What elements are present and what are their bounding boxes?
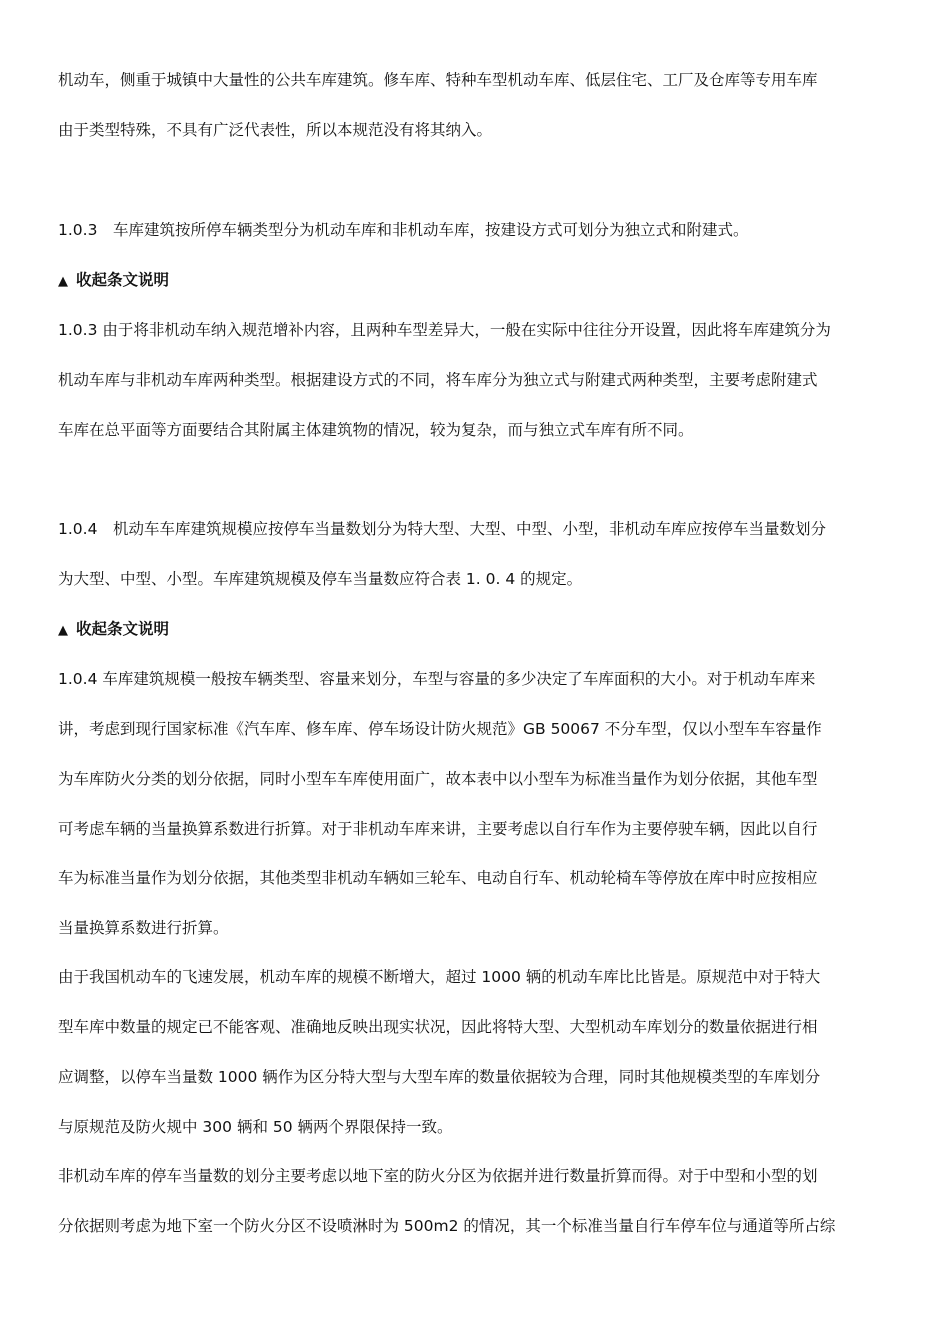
collapse-explanation-toggle-2[interactable] xyxy=(58,618,898,642)
explain-104-p1-line-4: 可考虑车辆的当量换算系数进行折算。对于非机动车库来讲，主要考虑以自行车作为主要停驶车辆，因此以自行 xyxy=(58,820,818,838)
triangle-up-icon: ▲ xyxy=(58,274,68,289)
explain-104-p2-line-3: 应调整，以停车当量数 1000 辆作为区分特大型与大型车库的数量依据较为合理，同时其他规模类型的车库划分 xyxy=(58,1068,821,1086)
collapse-label: 收起条文说明 xyxy=(76,271,170,289)
clause-1-0-4-line-1: 1.0.4 机动车车库建筑规模应按停车当量数划分为特大型、大型、中型、小型，非机动车库应按停车当量数划分 xyxy=(58,520,826,538)
collapse-label: 收起条文说明 xyxy=(76,620,170,638)
intro-line-1: 机动车，侧重于城镇中大量性的公共车库建筑。修车库、特种车型机动车库、低层住宅、工厂及仓库等专用车库 xyxy=(58,71,818,89)
explain-104-p1-line-2: 讲，考虑到现行国家标准《汽车库、修车库、停车场设计防火规范》GB 50067 不分车型，仅以小型车车容量作 xyxy=(58,720,822,738)
intro-line-2: 由于类型特殊，不具有广泛代表性，所以本规范没有将其纳入。 xyxy=(58,121,493,139)
explain-103-line-3: 车库在总平面等方面要结合其附属主体建筑物的情况，较为复杂，而与独立式车库有所不同。 xyxy=(58,421,694,439)
clause-1-0-4-line-2: 为大型、中型、小型。车库建筑规模及停车当量数应符合表 1. 0. 4 的规定。 xyxy=(58,570,583,588)
explain-104-p1-line-5: 车为标准当量作为划分依据，其他类型非机动车辆如三轮车、电动自行车、机动轮椅车等停放在库中时应按相应 xyxy=(58,869,818,887)
explain-104-p2-line-1: 由于我国机动车的飞速发展，机动车库的规模不断增大，超过 1000 辆的机动车库比比皆是。原规范中对于特大 xyxy=(58,968,821,986)
clause-1-0-3: 1.0.3 车库建筑按所停车辆类型分为机动车库和非机动车库，按建设方式可划分为独立式和附建式。 xyxy=(58,221,749,239)
explain-104-p1-line-6: 当量换算系数进行折算。 xyxy=(58,919,229,937)
explain-104-p1-line-1: 1.0.4 车库建筑规模一般按车辆类型、容量来划分，车型与容量的多少决定了车库面积的大小。对于机动车库来 xyxy=(58,670,816,688)
explain-103-line-2: 机动车库与非机动车库两种类型。根据建设方式的不同，将车库分为独立式与附建式两种类型，主要考虑附建式 xyxy=(58,371,818,389)
collapse-explanation-toggle-1[interactable] xyxy=(58,269,898,293)
triangle-up-icon: ▲ xyxy=(58,623,68,638)
explain-104-p3-line-2: 分依据则考虑为地下室一个防火分区不设喷淋时为 500m2 的情况，其一个标准当量自行车停车位与通道等所占综 xyxy=(58,1217,836,1235)
explain-104-p1-line-3: 为车库防火分类的划分依据，同时小型车车库使用面广，故本表中以小型车为标准当量作为划分依据，其他车型 xyxy=(58,770,818,788)
explain-104-p2-line-4: 与原规范及防火规中 300 辆和 50 辆两个界限保持一致。 xyxy=(58,1118,453,1136)
explain-103-line-1: 1.0.3 由于将非机动车纳入规范增补内容，且两种车型差异大，一般在实际中往往分开设置，因此将车库建筑分为 xyxy=(58,321,831,339)
explain-104-p3-line-1: 非机动车库的停车当量数的划分主要考虑以地下室的防火分区为依据并进行数量折算而得。对于中型和小型的划 xyxy=(58,1167,818,1185)
explain-104-p2-line-2: 型车库中数量的规定已不能客观、准确地反映出现实状况，因此将特大型、大型机动车库划分的数量依据进行相 xyxy=(58,1018,818,1036)
